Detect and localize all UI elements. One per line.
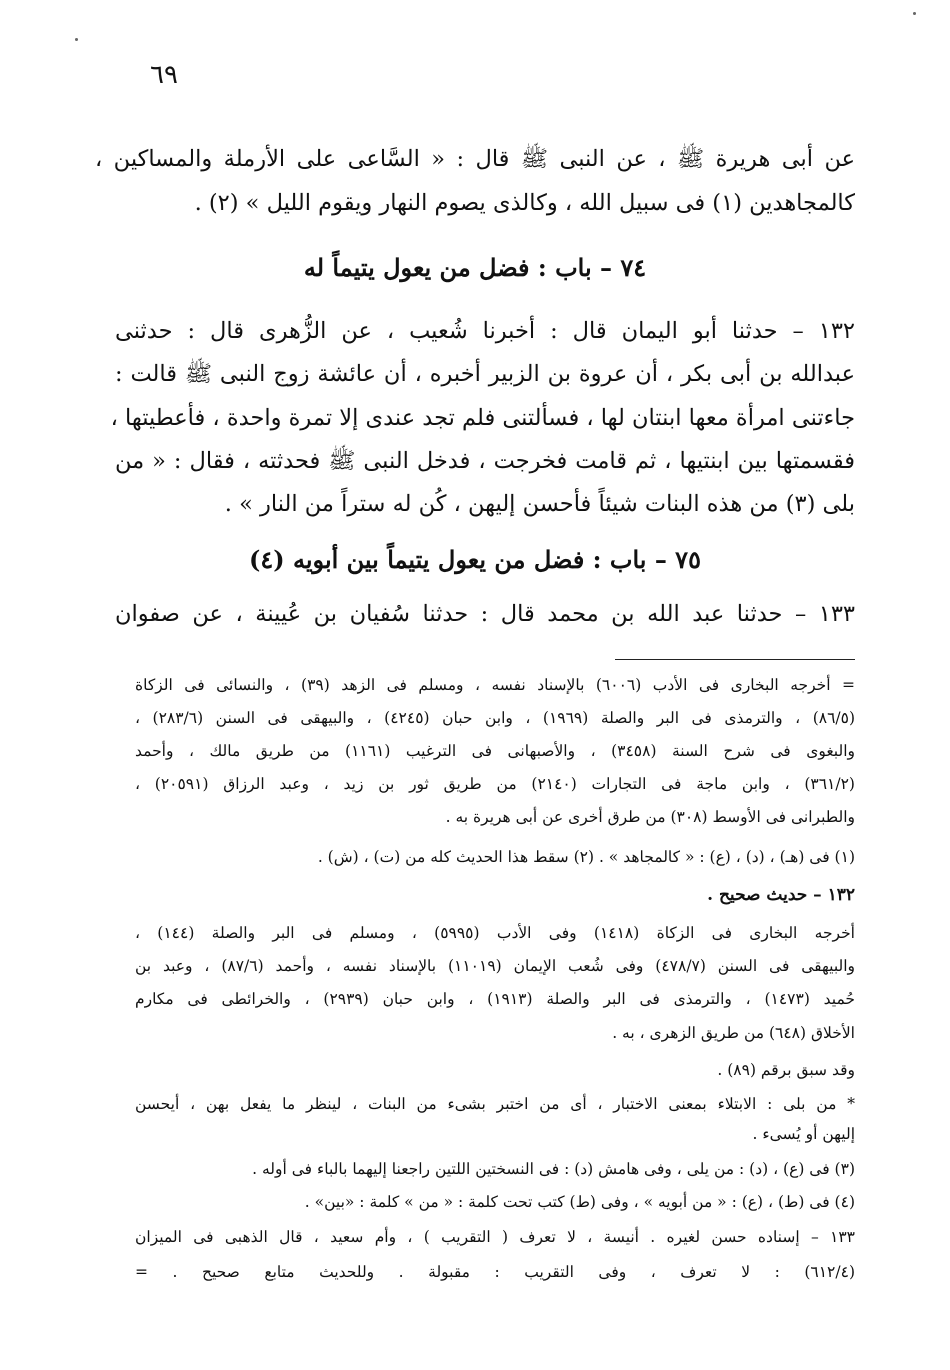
main-text-line: عن أبى هريرة ﷺ ، عن النبى ﷺ قال : « السَّاعى على الأرملة والمساكين ، <box>95 146 855 172</box>
footnote-line: = أخرجه البخارى فى الأدب (٦٠٠٦) بالإسناد نفسه ، ومسلم فى الزهد (٣٩) ، والنسائى فى الزكاة <box>135 676 856 694</box>
main-text-line: ١٣٣ – حدثنا عبد الله بن محمد قال : حدثنا سُفيان بن عُيينة ، عن صفوان <box>115 601 855 627</box>
scan-speck <box>913 12 916 15</box>
footnote-line: أخرجه البخارى فى الزكاة (١٤١٨) وفى الأدب (٥٩٩٥) ، ومسلم فى البر والصلة (١٤٤) ، <box>135 924 855 942</box>
main-text-line: عبدالله بن أبى بكر ، أن عروة بن الزبير أخبره ، أن عائشة زوج النبى ﷺ قالت : <box>115 361 855 387</box>
footnote-line: ١٣٣ – إسناده حسن لغيره . أنيسة ، لا تعرف ( التقريب ) ، وأم سعيد ، قال الذهبى فى الميزان <box>135 1228 855 1246</box>
chapter-heading: ٧٤ – باب : فضل من يعول يتيماً له <box>303 253 647 282</box>
main-text-line: كالمجاهدين (١) فى سبيل الله ، وكالذى يصوم النهار ويقوم الليل » (٢) . <box>194 190 855 216</box>
footnote-line: (١) فى (هـ) ، (د) ، (ع) : « كالمجاهد » . (٢) سقط هذا الحديث كله من (ت) ، (ش) . <box>317 848 855 866</box>
footnote-line: والبغوى فى شرح السنة (٣٤٥٨) ، والأصبهانى فى الترغيب (١١٦١) من طريق مالك ، وأحمد <box>135 742 855 760</box>
footnote-line: (٣٦١/٢) ، وابن ماجة فى التجارات (٢١٤٠) من طريق ثور بن زيد ، وعبد الرزاق (٢٠٥٩١) ، <box>135 775 855 793</box>
main-text-line: جاءتنى امرأة معها ابنتان لها ، فسألتنى فلم تجد عندى إلا تمرة واحدة ، فأعطيتها ، <box>110 405 855 431</box>
footnote-line: والبيهقى فى السنن (٤٧٨/٧) وفى شُعب الإيمان (١١٠١٩) بالإسناد نفسه ، وأحمد (٨٧/٦) ، وعبد بن <box>135 957 856 975</box>
footnote-line: (٣) فى (ع) ، (د) : من يلى ، وفى هامش (د) : فى النسختين اللتين راجعنا إليهما بالباء فى أوله . <box>252 1160 855 1178</box>
footnote-line: (٨٦/٥) ، والترمذى فى البر والصلة (١٩٦٩) ، وابن حبان (٤٢٤٥) ، والبيهقى فى السنن (٢٨٣/٦) ، <box>135 709 856 727</box>
scan-speck <box>75 38 78 41</box>
main-text-line: فقسمتها بين ابنتيها ، ثم قامت فخرجت ، فدخل النبى ﷺ فحدثته ، فقال : « من <box>115 448 855 474</box>
footnote-line: * من بلى : الابتلاء بمعنى الاختبار ، أى من اختبر بشىء من البنات ، لينظر ما يفعل بهن ، أيحسن <box>135 1095 855 1113</box>
main-text-line: بلى (٣) من هذه البنات شيئاً فأحسن إليهن ، كُن له ستراً من النار » . <box>224 491 855 517</box>
hadith-grade: ١٣٢ – حديث صحيح . <box>707 885 855 905</box>
chapter-heading: ٧٥ – باب : فضل من يعول يتيماً بين أبويه (٤) <box>249 545 701 574</box>
footnote-line: الأخلاق (٦٤٨) من طريق الزهرى ، به . <box>612 1024 855 1042</box>
footnote-line: (٤) فى (ط) ، (ع) : « من أبويه » ، وفى (ط) كتب تحت كلمة : « من » كلمة : «بين» . <box>304 1193 855 1211</box>
footnote-line: إليهن أو يُسىء . <box>752 1125 855 1143</box>
page-number: ٦٩ <box>150 60 178 90</box>
footnote-line: حُميد (١٤٧٣) ، والترمذى فى البر والصلة (١٩١٣) ، وابن حبان (٢٩٣٩) ، والخرائطى فى مكارم <box>135 990 855 1008</box>
footnote-line: (٦١٢/٤) : لا تعرف ، وفى التقريب : مقبولة . وللحديث متابع صحيح . = <box>135 1263 855 1281</box>
main-text-line: ١٣٢ – حدثنا أبو اليمان قال : أخبرنا شُعيب ، عن الزُّهرى قال : حدثنى <box>115 318 855 344</box>
footnote-line: وقد سبق برقم (٨٩) . <box>717 1061 855 1079</box>
footnote-line: والطبرانى فى الأوسط (٣٠٨) من طرق أخرى عن أبى هريرة به . <box>445 808 855 826</box>
footnote-separator <box>615 659 855 660</box>
